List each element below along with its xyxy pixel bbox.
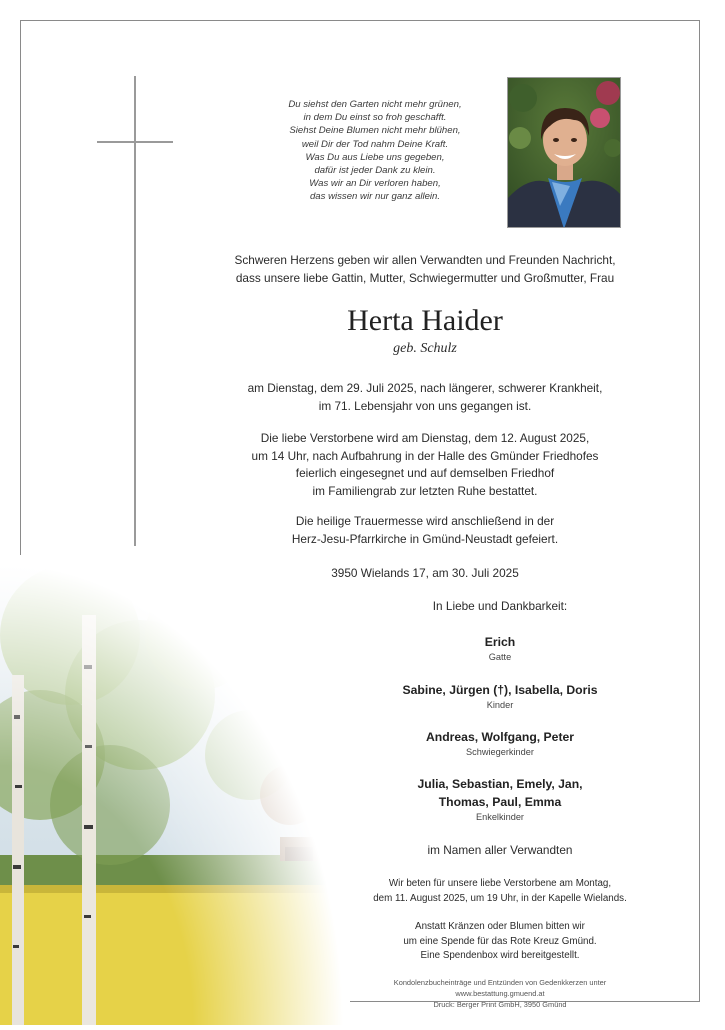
intro-text — [190, 252, 660, 287]
poem-line: Siehst Deine Blumen nicht mehr blühen, — [289, 125, 461, 137]
prayer-line: Wir beten für unsere liebe Verstorbene am Montag, — [388, 878, 612, 889]
family-names: Andreas, Wolfgang, Peter — [425, 730, 575, 744]
funeral-info-line: Die liebe Verstorbene wird am Dienstag, dem 12. August 2025, — [260, 431, 590, 445]
mass-info — [190, 513, 660, 548]
family-names: Julia, Sebastian, Emely, Jan, — [417, 777, 583, 791]
poem-line: Was wir an Dir verloren haben, — [309, 178, 441, 190]
death-notice — [190, 380, 660, 415]
prayer-info — [360, 877, 640, 906]
maiden-name: geb. Schulz — [393, 341, 457, 356]
poem-line: das wissen wir nur ganz allein. — [309, 191, 441, 203]
mass-info-line: Die heilige Trauermesse wird anschließend in der — [295, 514, 555, 528]
deceased-name: Herta Haider — [347, 304, 503, 337]
funeral-info-line: im Familiengrab zur letzten Ruhe bestattet. — [312, 483, 538, 498]
prayer-line: dem 11. August 2025, um 19 Uhr, in der Kapelle Wielands. — [373, 892, 627, 904]
death-notice-line: im 71. Lebensjahr von uns gegangen ist. — [318, 398, 532, 413]
poem-line: in dem Du einst so froh geschafft. — [303, 112, 447, 124]
footer — [360, 977, 640, 1010]
place-date: 3950 Wielands 17, am 30. Juli 2025 — [331, 566, 519, 580]
funeral-info — [190, 430, 660, 500]
thanks-heading: In Liebe und Dankbarkeit: — [432, 599, 568, 613]
poem — [270, 98, 480, 204]
poem-line: weil Dir der Tod nahm Deine Kraft. — [301, 138, 449, 150]
birch-landscape-image — [0, 555, 350, 1025]
footer-line: Kondolenzbucheinträge und Entzünden von Gedenkkerzen unter www.bestattung.gmuend.at — [393, 978, 607, 998]
portrait-photo — [507, 77, 621, 228]
donation-line: Eine Spendenbox wird bereitgestellt. — [420, 950, 580, 961]
family-group — [360, 728, 640, 758]
poem-line: Was Du aus Liebe uns gegeben, — [305, 151, 445, 163]
cross-icon-vertical — [134, 76, 136, 546]
death-notice-line: am Dienstag, dem 29. Juli 2025, nach längerer, schwerer Krankheit, — [247, 381, 603, 395]
funeral-info-line: um 14 Uhr, nach Aufbahrung in der Halle des Gmünder Friedhofes — [251, 448, 599, 463]
family-group — [360, 681, 640, 711]
family-names: Thomas, Paul, Emma — [438, 795, 562, 809]
donation-line: Anstatt Kränzen oder Blumen bitten wir — [415, 921, 585, 932]
family-role: Schwiegerkinder — [466, 747, 534, 757]
family-group — [360, 633, 640, 663]
footer-line: Druck: Berger Print GmbH, 3950 Gmünd — [433, 1000, 567, 1009]
family-group — [360, 775, 640, 823]
family-role: Gatte — [488, 652, 512, 662]
cross-icon-horizontal — [97, 141, 173, 143]
family-role: Kinder — [486, 700, 514, 710]
poem-line: Du siehst den Garten nicht mehr grünen, — [288, 99, 462, 110]
family-role: Enkelkinder — [475, 812, 524, 822]
intro-line: dass unsere liebe Gattin, Mutter, Schwiegermutter und Großmutter, Frau — [235, 270, 615, 285]
funeral-info-line: feierlich eingesegnet und auf demselben Friedhof — [295, 466, 555, 480]
intro-line: Schweren Herzens geben wir allen Verwandten und Freunden Nachricht, — [234, 253, 616, 267]
donation-info — [360, 920, 640, 964]
relatives-line: im Namen aller Verwandten — [427, 843, 573, 857]
donation-line: um eine Spende für das Rote Kreuz Gmünd. — [403, 935, 597, 947]
poem-line: dafür ist jeder Dank zu klein. — [314, 165, 436, 177]
family-names: Erich — [484, 635, 516, 649]
family-names: Sabine, Jürgen (†), Isabella, Doris — [402, 683, 598, 697]
mass-info-line: Herz-Jesu-Pfarrkirche in Gmünd-Neustadt gefeiert. — [291, 531, 559, 546]
